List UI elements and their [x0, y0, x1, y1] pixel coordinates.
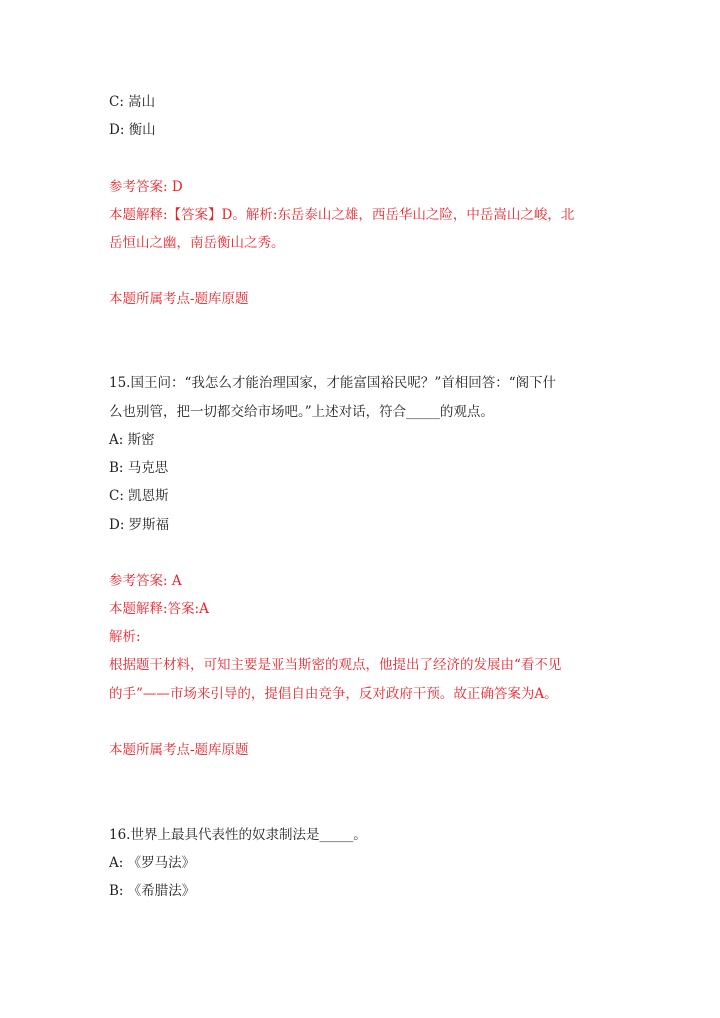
- q15-option-c: C: 凯恩斯: [109, 488, 169, 504]
- q14-option-d: D: 衡山: [109, 122, 156, 138]
- q14-source: 本题所属考点-题库原题: [109, 291, 249, 307]
- q15-source: 本题所属考点-题库原题: [109, 742, 249, 758]
- q14-answer: 参考答案: D: [109, 179, 183, 195]
- q15-analysis-line2: 的手”——市场来引导的，提倡自由竞争，反对政府干预。故正确答案为A。: [109, 686, 558, 702]
- q16-option-a: A: 《罗马法》: [109, 855, 196, 871]
- q15-question-line1: 15.国王问：“我怎么才能治理国家，才能富国裕民呢？”首相回答：“阁下什: [109, 375, 557, 391]
- q14-explanation-line2: 岳恒山之幽，南岳衡山之秀。: [109, 235, 285, 251]
- q15-option-a: A: 斯密: [109, 432, 155, 448]
- q15-option-b: B: 马克思: [109, 460, 169, 476]
- q15-analysis-line1: 根据题干材料，可知主要是亚当斯密的观点，他提出了经济的发展由“看不见: [109, 657, 562, 673]
- q15-question-line2: 么也别管，把一切都交给市场吧。”上述对话，符合_____的观点。: [109, 404, 494, 420]
- q14-option-c: C: 嵩山: [109, 94, 156, 110]
- q15-answer: 参考答案: A: [109, 573, 182, 589]
- q15-explanation-head: 本题解释:答案:A: [109, 601, 209, 617]
- q16-option-b: B: 《希腊法》: [109, 883, 196, 899]
- q15-analysis-label: 解析:: [109, 629, 141, 645]
- q14-explanation-line1: 本题解释:【答案】D。解析:东岳泰山之雄，西岳华山之险，中岳嵩山之峻，北: [109, 207, 575, 223]
- q15-option-d: D: 罗斯福: [109, 517, 170, 533]
- q16-question: 16.世界上最具代表性的奴隶制法是_____。: [109, 827, 367, 843]
